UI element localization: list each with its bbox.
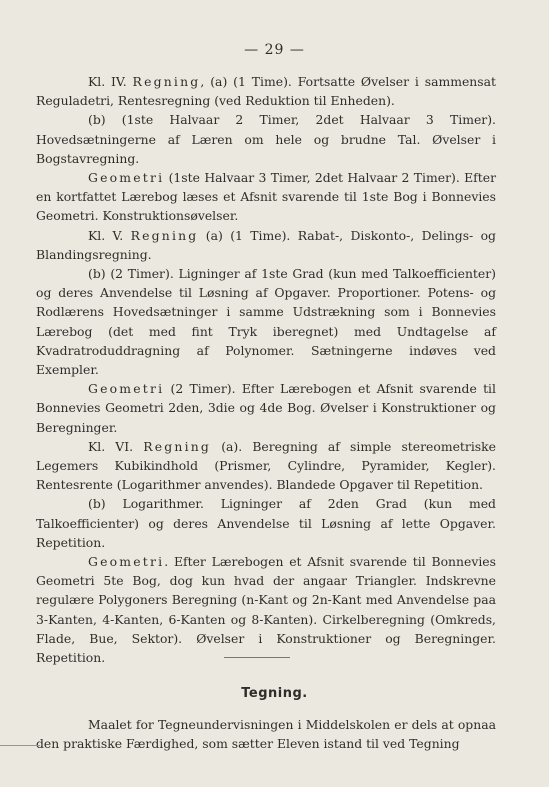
paragraph-text: , (a) (1 Time). Fortsatte Øvelser i sammensat Reguladetri, Rentesregning (ved Reduktion til Enheden). (36, 74, 497, 109)
class-label: Kl. V. (88, 227, 131, 243)
paragraph-text: . Efter Lærebogen et Afsnit svarende til Bonnevies Geometri 5te Bog, dog kun hvad der angaar Triangler. Indskrevne regulære Polygoners Beregning (n-Kant og 2n-Kant med Anvendelse paa 3-Kanten, 4-Kanten, 6-Kanten og 8-Kanten). Cirkelberegning (Omkreds, Flade, Bue, Sektor). Øvelser i Konstruktioner og Beregninger. Repetition. (36, 554, 496, 666)
subject-label: Geometri (88, 170, 165, 186)
paragraph-text: (1ste Halvaar 3 Timer, 2det Halvaar 2 Timer). Efter en kortfattet Lærebog læses et Afsnit svarende til 1ste Bog i Bonnevies Geometri. Konstruktionsøvelser. (36, 170, 496, 224)
page-number: — 29 — (244, 42, 305, 58)
class-label: Kl. IV. (88, 74, 133, 89)
section-divider (224, 657, 290, 658)
paragraph-kl6-regning-a (36, 437, 496, 495)
paragraph-text: (b) (2 Timer). Ligninger af 1ste Grad (kun med Talkoefficienter) og deres Anvendelse til Løsning af Opgaver. Proportioner. Potens- og Rodlærens Hovedsætninger i samme Udstrækning som i Bonnevies Lærebog (det med fint Tryk iberegnet) med Undtagelse af Kvadratroduddragning af Polynomer. Sætningerne indøves ved Exempler. (36, 266, 496, 378)
paragraph-kl5-geometri (36, 379, 496, 437)
paragraph-kl6-regning-b (36, 494, 496, 552)
paragraph-kl4-regning-a (36, 72, 496, 110)
paragraph-text: (2 Timer). Efter Lærebogen et Afsnit svarende til Bonnevies Geometri 2den, 3die og 4de Bog. Øvelser i Konstruktioner og Beregninger. (36, 381, 496, 435)
class-label: Kl. VI. (88, 438, 144, 454)
subject-label: Regning (132, 74, 201, 89)
section-heading: Tegning. (241, 686, 308, 701)
paragraph-kl5-regning-b (36, 264, 496, 379)
paragraph-kl4-regning-b (36, 110, 496, 168)
subject-label: Geometri (88, 554, 165, 570)
drawing-section (36, 715, 496, 753)
paragraph-text: (a) (1 Time). Rabat-, Diskonto-, Delings- og Blandingsregning. (36, 227, 496, 262)
paragraph-text: (b) (1ste Halvaar 2 Timer, 2det Halvaar 3 Timer). Hovedsætningerne af Læren om hele og brudne Tal. Øvelser i Bogstavregning. (36, 112, 496, 166)
paragraph-tegning-intro: Maalet for Tegneundervisningen i Middelskolen er dels at opnaa den praktiske Færdighed, som sætter Eleven istand til ved Tegning (36, 717, 496, 752)
paragraph-kl5-regning-a (36, 226, 496, 264)
paragraph-text: (b) Logarithmer. Ligninger af 2den Grad (kun med Talkoefficienter) og deres Anvendelse til Løsning af lette Opgaver. Repetition. (36, 496, 496, 550)
paragraph-kl4-geometri (36, 168, 496, 226)
subject-label: Regning (143, 438, 212, 454)
mathematics-syllabus (36, 72, 496, 667)
paragraph-text: (a). Beregning af simple stereometriske Legemers Kubikindhold (Prismer, Cylindre, Pyramider, Kegler). Rentesrente (Logarithmer anvendes). Blandede Opgaver til Repetition. (36, 438, 496, 493)
subject-label: Geometri (88, 381, 165, 397)
subject-label: Regning (130, 227, 199, 243)
page-edge-line (0, 745, 40, 746)
paragraph-kl6-geometri (36, 552, 496, 667)
